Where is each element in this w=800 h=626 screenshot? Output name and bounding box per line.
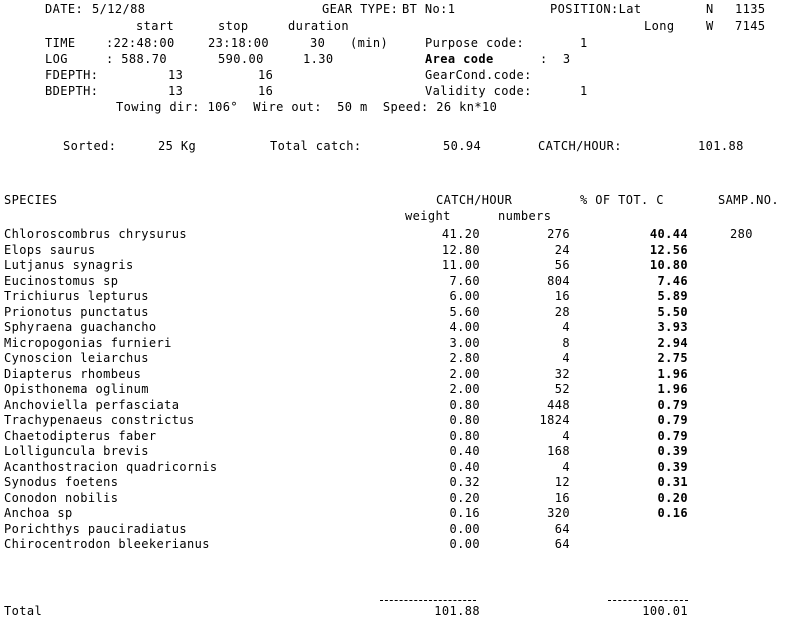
numbers-value: 16: [554, 289, 570, 303]
species-name: Chloroscombrus chrysurus: [4, 227, 187, 241]
species-name: Micropogonias furnieri: [4, 336, 172, 350]
total-catch-value: 50.94: [443, 139, 482, 153]
percent-value: 5.50: [657, 305, 688, 319]
weight-value: 4.00: [449, 320, 480, 334]
weight-value: 11.00: [441, 258, 480, 272]
area-code-label: Area code: [425, 52, 494, 66]
bdepth-label: BDEPTH:: [45, 84, 99, 98]
total-catch-label: Total catch:: [270, 139, 362, 153]
numbers-value: 56: [554, 258, 570, 272]
weight-value: 0.40: [449, 444, 480, 458]
log-label: LOG: [45, 52, 68, 66]
weight-value: 7.60: [449, 274, 480, 288]
sample-number-value: 280: [730, 227, 753, 241]
weight-value: 0.80: [449, 413, 480, 427]
numbers-value: 4: [562, 429, 570, 443]
longitude-hemisphere: W: [706, 19, 714, 33]
date-value: 5/12/88: [92, 2, 146, 16]
weight-value: 0.00: [449, 537, 480, 551]
catch-per-hour-value: 101.88: [698, 139, 744, 153]
log-stop: 590.00: [218, 52, 264, 66]
weight-subheader: weight: [405, 209, 451, 223]
longitude-label: Long: [644, 19, 675, 33]
validity-code-label: Validity code:: [425, 84, 532, 98]
area-code-value: : 3: [540, 52, 571, 66]
weight-value: 0.20: [449, 491, 480, 505]
species-name: Trachypenaeus constrictus: [4, 413, 195, 427]
numbers-value: 64: [554, 522, 570, 536]
weight-value: 0.16: [449, 506, 480, 520]
numbers-value: 4: [562, 351, 570, 365]
percent-value: 0.16: [657, 506, 688, 520]
percent-value: 10.80: [649, 258, 688, 272]
validity-code-value: 1: [580, 84, 588, 98]
species-name: Cynoscion leiarchus: [4, 351, 149, 365]
numbers-value: 32: [554, 367, 570, 381]
gear-type-label: GEAR TYPE:: [322, 2, 399, 16]
latitude-value: 1135: [735, 2, 766, 16]
species-name: Sphyraena guachancho: [4, 320, 157, 334]
total-percent: 100.01: [642, 604, 688, 618]
percent-value: 3.93: [657, 320, 688, 334]
time-label: TIME: [45, 36, 76, 50]
numbers-value: 4: [562, 320, 570, 334]
weight-total-rule: [380, 600, 476, 601]
species-name: Porichthys pauciradiatus: [4, 522, 187, 536]
species-name: Synodus foetens: [4, 475, 119, 489]
percent-value: 7.46: [657, 274, 688, 288]
numbers-value: 8: [562, 336, 570, 350]
weight-value: 2.00: [449, 367, 480, 381]
sample-number-column-header: SAMP.NO.: [718, 193, 779, 207]
time-stop: 23:18:00: [208, 36, 269, 50]
total-weight: 101.88: [434, 604, 480, 618]
percent-value: 1.96: [657, 382, 688, 396]
numbers-value: 276: [547, 227, 570, 241]
percent-of-total-column-header: % OF TOT. C: [580, 193, 664, 207]
percent-value: 0.39: [657, 460, 688, 474]
percent-value: 0.31: [657, 475, 688, 489]
numbers-value: 1824: [539, 413, 570, 427]
percent-value: 0.79: [657, 398, 688, 412]
percent-total-rule: [608, 600, 688, 601]
fdepth-label: FDEPTH:: [45, 68, 99, 82]
numbers-value: 52: [554, 382, 570, 396]
catch-per-hour-column-header: CATCH/HOUR: [436, 193, 513, 207]
weight-value: 5.60: [449, 305, 480, 319]
percent-value: 0.39: [657, 444, 688, 458]
species-name: Chirocentrodon bleekerianus: [4, 537, 210, 551]
numbers-value: 24: [554, 243, 570, 257]
log-duration: 1.30: [303, 52, 334, 66]
total-label: Total: [4, 604, 43, 618]
percent-value: 1.96: [657, 367, 688, 381]
weight-value: 41.20: [441, 227, 480, 241]
towing-info-line: Towing dir: 106° Wire out: 50 m Speed: 26 kn*10: [116, 100, 498, 114]
purpose-code-value: 1: [580, 36, 588, 50]
purpose-code-label: Purpose code:: [425, 36, 525, 50]
numbers-value: 28: [554, 305, 570, 319]
position-label: POSITION:Lat: [550, 2, 642, 16]
species-name: Opisthonema oglinum: [4, 382, 149, 396]
percent-value: 0.20: [657, 491, 688, 505]
species-column-header: SPECIES: [4, 193, 58, 207]
numbers-value: 320: [547, 506, 570, 520]
species-name: Prionotus punctatus: [4, 305, 149, 319]
species-name: Lutjanus synagris: [4, 258, 134, 272]
column-start-label: start: [136, 19, 175, 33]
fdepth-start: 13: [168, 68, 184, 82]
gear-type-value: BT No:1: [402, 2, 456, 16]
weight-value: 3.00: [449, 336, 480, 350]
weight-value: 6.00: [449, 289, 480, 303]
gear-condition-code-label: GearCond.code:: [425, 68, 532, 82]
weight-value: 0.00: [449, 522, 480, 536]
percent-value: 0.79: [657, 429, 688, 443]
species-name: Chaetodipterus faber: [4, 429, 157, 443]
species-name: Acanthostracion quadricornis: [4, 460, 218, 474]
species-name: Trichiurus lepturus: [4, 289, 149, 303]
species-name: Lolliguncula brevis: [4, 444, 149, 458]
percent-value: 5.89: [657, 289, 688, 303]
percent-value: 12.56: [649, 243, 688, 257]
sorted-value: 25 Kg: [158, 139, 197, 153]
numbers-value: 804: [547, 274, 570, 288]
weight-value: 0.80: [449, 398, 480, 412]
percent-value: 0.79: [657, 413, 688, 427]
bdepth-start: 13: [168, 84, 184, 98]
time-start: :22:48:00: [106, 36, 175, 50]
percent-value: 40.44: [649, 227, 688, 241]
latitude-hemisphere: N: [706, 2, 714, 16]
column-duration-label: duration: [288, 19, 349, 33]
species-name: Diapterus rhombeus: [4, 367, 142, 381]
date-label: DATE:: [45, 2, 84, 16]
weight-value: 0.80: [449, 429, 480, 443]
weight-value: 0.32: [449, 475, 480, 489]
species-name: Anchoviella perfasciata: [4, 398, 180, 412]
numbers-value: 12: [554, 475, 570, 489]
percent-value: 2.75: [657, 351, 688, 365]
weight-value: 2.80: [449, 351, 480, 365]
species-name: Elops saurus: [4, 243, 96, 257]
time-duration: 30: [310, 36, 326, 50]
percent-value: 2.94: [657, 336, 688, 350]
weight-value: 0.40: [449, 460, 480, 474]
time-unit: (min): [350, 36, 389, 50]
numbers-value: 448: [547, 398, 570, 412]
species-name: Eucinostomus sp: [4, 274, 119, 288]
weight-value: 12.80: [441, 243, 480, 257]
longitude-value: 7145: [735, 19, 766, 33]
log-start: : 588.70: [106, 52, 167, 66]
sorted-label: Sorted:: [63, 139, 117, 153]
numbers-value: 64: [554, 537, 570, 551]
species-name: Anchoa sp: [4, 506, 73, 520]
bdepth-stop: 16: [258, 84, 274, 98]
weight-value: 2.00: [449, 382, 480, 396]
numbers-subheader: numbers: [498, 209, 552, 223]
species-name: Conodon nobilis: [4, 491, 119, 505]
fdepth-stop: 16: [258, 68, 274, 82]
catch-per-hour-label: CATCH/HOUR:: [538, 139, 622, 153]
numbers-value: 16: [554, 491, 570, 505]
column-stop-label: stop: [218, 19, 249, 33]
numbers-value: 4: [562, 460, 570, 474]
numbers-value: 168: [547, 444, 570, 458]
